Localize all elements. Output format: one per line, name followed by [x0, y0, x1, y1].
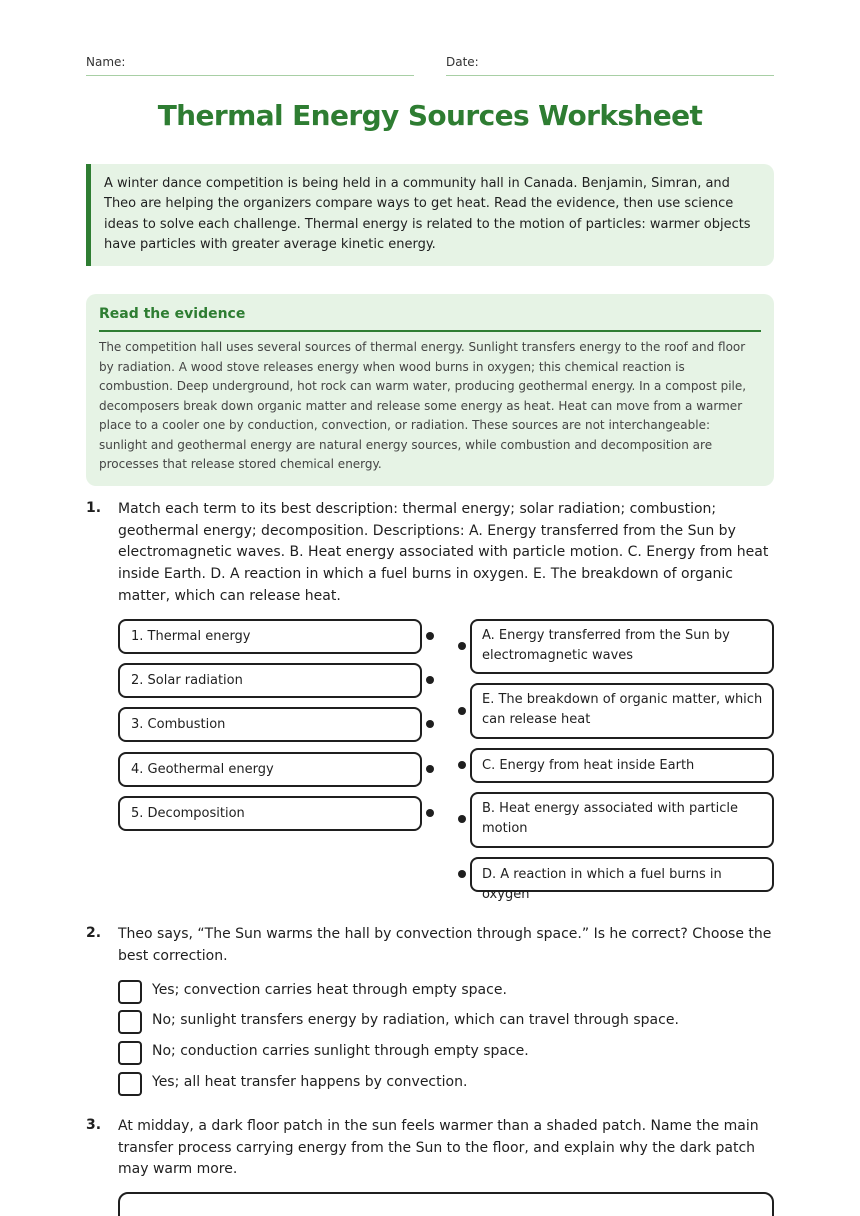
choice-label: No; sunlight transfers energy by radiation, which can travel through space. — [152, 1012, 679, 1028]
evidence-panel — [86, 294, 774, 486]
term-connector-dot[interactable] — [426, 765, 434, 773]
description-connector-dot[interactable] — [458, 870, 466, 878]
term-connector-dot[interactable] — [426, 720, 434, 728]
match-term[interactable]: 2. Solar radiation — [118, 663, 422, 698]
term-connector-dot[interactable] — [426, 676, 434, 684]
evidence-heading: Read the evidence — [99, 306, 761, 332]
checkbox[interactable] — [118, 1041, 142, 1065]
answer-box[interactable] — [118, 1192, 774, 1216]
checkbox[interactable] — [118, 1010, 142, 1034]
question-1-number: 1. — [86, 500, 102, 516]
description-connector-dot[interactable] — [458, 761, 466, 769]
choice-label: Yes; all heat transfer happens by convection. — [152, 1074, 468, 1090]
question-2-number: 2. — [86, 925, 102, 941]
choice-option[interactable] — [118, 1041, 774, 1065]
match-description[interactable]: D. A reaction in which a fuel burns in oxygen — [470, 857, 774, 892]
description-connector-dot[interactable] — [458, 815, 466, 823]
checkbox[interactable] — [118, 1072, 142, 1096]
match-term[interactable]: 1. Thermal energy — [118, 619, 422, 654]
match-description[interactable]: A. Energy transferred from the Sun by electromagnetic waves — [470, 619, 774, 674]
name-date-row — [86, 54, 774, 76]
name-field[interactable] — [86, 54, 414, 76]
match-description[interactable]: B. Heat energy associated with particle motion — [470, 792, 774, 848]
match-term[interactable]: 4. Geothermal energy — [118, 752, 422, 787]
choice-option[interactable] — [118, 1072, 774, 1096]
evidence-text: The competition hall uses several sources of thermal energy. Sunlight transfers energy to the roof and floor by radiation. A wood stove releases energy when wood burns in oxygen; this chemical reaction is combustion. Deep underground, hot rock can warm water, producing geothermal energy. In a compost pile, decomposers break down organic matter and release some energy as heat. Heat can move from a warmer place to a cooler one by conduction, convection, or radiation. These sources are not interchangeable: sunlight and geothermal energy are natural energy sources, while combustion and decomposition are processes that release stored chemical energy. — [99, 340, 747, 471]
match-term[interactable]: 3. Combustion — [118, 707, 422, 742]
choice-option[interactable] — [118, 1010, 774, 1034]
name-label: Name: — [86, 55, 126, 69]
description-connector-dot[interactable] — [458, 642, 466, 650]
match-description[interactable]: E. The breakdown of organic matter, which can release heat — [470, 683, 774, 739]
question-1-text: Match each term to its best description: thermal energy; solar radiation; combustion; geothermal energy; decomposition. Descriptions: A. Energy transferred from the Sun by electromagnetic waves. B. Heat energy associated with particle motion. C. Energy from heat inside Earth. D. A reaction in which a fuel burns in oxygen. E. The breakdown of organic matter, which can release heat. — [118, 501, 769, 604]
choice-option[interactable] — [118, 980, 774, 1004]
match-description[interactable]: C. Energy from heat inside Earth — [470, 748, 774, 783]
checkbox[interactable] — [118, 980, 142, 1004]
question-3-text: At midday, a dark floor patch in the sun feels warmer than a shaded patch. Name the main transfer process carrying energy from the Sun to the floor, and explain why the dark patch may warm more. — [118, 1118, 759, 1178]
description-connector-dot[interactable] — [458, 707, 466, 715]
question-3-number: 3. — [86, 1117, 102, 1133]
date-label: Date: — [446, 55, 479, 69]
question-2-text: Theo says, “The Sun warms the hall by convection through space.” Is he correct? Choose the best correction. — [118, 926, 772, 964]
term-connector-dot[interactable] — [426, 632, 434, 640]
worksheet-title: Thermal Energy Sources Worksheet — [157, 99, 703, 132]
date-field[interactable] — [446, 54, 774, 76]
intro-callout: A winter dance competition is being held in a community hall in Canada. Benjamin, Simran, and Theo are helping the organizers compare ways to get heat. Read the evidence, then use science ideas to solve each challenge. Thermal energy is related to the motion of particles: warmer objects have particles with greater average kinetic energy. — [86, 164, 774, 266]
term-connector-dot[interactable] — [426, 809, 434, 817]
match-term[interactable]: 5. Decomposition — [118, 796, 422, 831]
choice-label: No; conduction carries sunlight through empty space. — [152, 1043, 529, 1059]
choice-label: Yes; convection carries heat through empty space. — [152, 982, 507, 998]
